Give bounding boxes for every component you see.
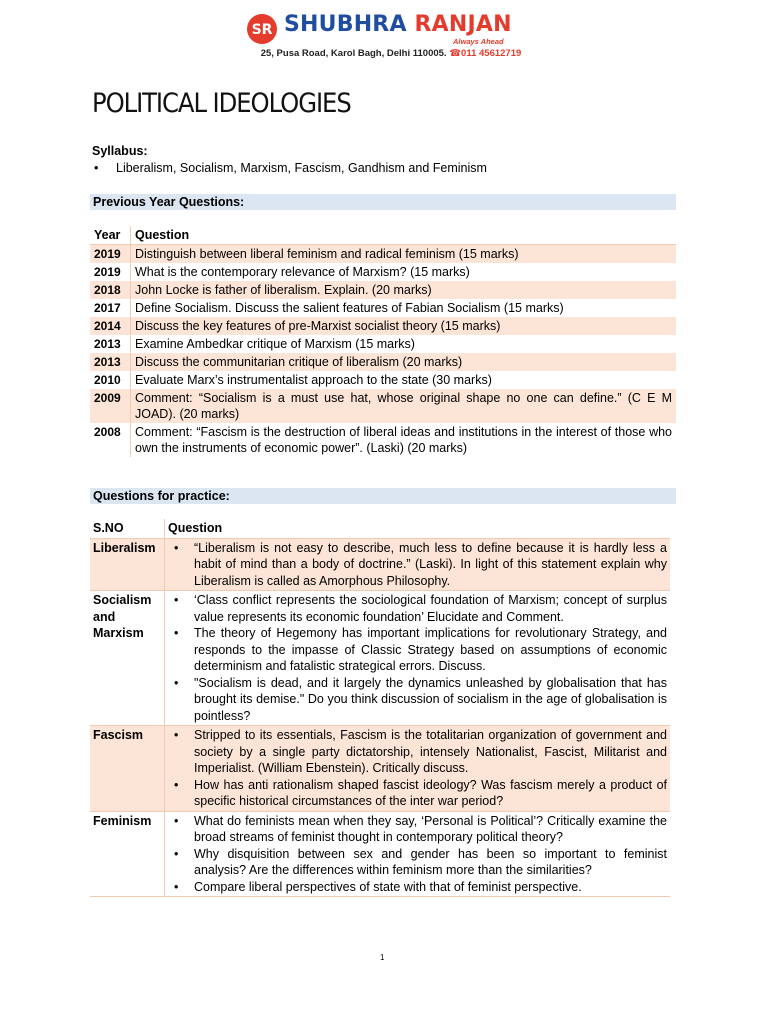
brand-part-2: RANJAN: [414, 12, 512, 37]
question-cell: Discuss the communitarian critique of liberalism (20 marks): [131, 353, 677, 371]
brand-name: [284, 12, 512, 37]
pyq-band: Previous Year Questions:: [90, 194, 676, 210]
year-cell: 2019: [90, 245, 131, 264]
questions-cell: [165, 811, 671, 897]
question-header: Question: [131, 226, 677, 245]
logo-icon: [246, 13, 278, 45]
table-row: [90, 281, 676, 299]
topic-cell: Socialism and Marxism: [90, 591, 165, 726]
practice-table: [90, 519, 670, 897]
question-cell: Comment: “Socialism is a must use hat, whose original shape no one can define.” (C E M JOAD). (20 marks): [131, 389, 677, 423]
topic-cell: Fascism: [90, 726, 165, 812]
pyq-table: [90, 226, 676, 457]
tagline: Always Ahead: [453, 37, 504, 46]
year-header: Year: [90, 226, 131, 245]
question-cell: Comment: “Fascism is the destruction of liberal ideas and institutions in the interest of those who own the instruments of economic power”. (Laski) (20 marks): [135, 425, 672, 455]
table-header-row: [90, 226, 676, 245]
page-title: POLITICAL IDEOLOGIES: [92, 88, 351, 119]
table-row: [90, 335, 676, 353]
question-list: [168, 540, 667, 590]
questions-cell: [165, 591, 671, 726]
topic-cell: Liberalism: [90, 538, 165, 591]
year-cell: 2013: [90, 335, 131, 353]
year-cell: 2008: [90, 423, 131, 457]
table-row: [90, 591, 670, 726]
year-cell: 2013: [90, 353, 131, 371]
table-row: [90, 299, 676, 317]
table-row: [90, 353, 676, 371]
list-item: • The theory of Hegemony has important implications for revolutionary Strategy, and responds to the impasse of Classic Strategy based on assumptions of economic determinism and fatalistic strategical errors. Discuss.: [168, 625, 667, 675]
list-item: • What do feminists mean when they say, ‘Personal is Political’? Critically examine the broad streams of feminist thought in contemporary political theory?: [168, 813, 667, 846]
syllabus-item: [94, 161, 487, 175]
year-cell: 2018: [90, 281, 131, 299]
year-cell: 2009: [90, 389, 131, 423]
question-cell: What is the contemporary relevance of Marxism? (15 marks): [135, 265, 470, 279]
year-cell: 2014: [90, 317, 131, 335]
syllabus-label: Syllabus:: [92, 144, 148, 158]
table-row: [90, 389, 676, 423]
question-list: [168, 813, 667, 896]
question-cell: Distinguish between liberal feminism and radical feminism (15 marks): [131, 245, 677, 264]
question-cell: Evaluate Marx’s instrumentalist approach to the state (30 marks): [135, 373, 492, 387]
year-cell: 2017: [90, 299, 131, 317]
question-cell: Examine Ambedkar critique of Marxism (15 marks): [135, 337, 415, 351]
list-item: • "Socialism is dead, and it largely the dynamics unleashed by globalisation that has brought its demise." Do you think discussion of socialism in the age of globalisation is pointless?: [168, 675, 667, 725]
table-row: [90, 317, 676, 335]
list-item: • Stripped to its essentials, Fascism is the totalitarian organization of government and society by a single party dictatorship, intensely Nationalist, Fascist, Militarist and Imperialist. (William Ebenstein). Critically discuss.: [168, 727, 667, 777]
table-row: [90, 371, 676, 389]
questions-cell: [165, 538, 671, 591]
question-list: [168, 592, 667, 724]
phone-number: ☎011 45612719: [449, 48, 522, 59]
practice-band: Questions for practice:: [90, 488, 676, 504]
list-item: • Compare liberal perspectives of state with that of feminist perspective.: [168, 879, 667, 896]
header: [246, 10, 536, 60]
table-header-row: [90, 519, 670, 538]
questions-cell: [165, 726, 671, 812]
list-item: • ‘Class conflict represents the sociological foundation of Marxism; concept of surplus value represents its economic foundation’ Elucidate and Comment.: [168, 592, 667, 625]
list-item: • How has anti rationalism shaped fascist ideology? Was fascism merely a product of specific historical circumstances of the inter war period?: [168, 777, 667, 810]
sno-header: S.NO: [90, 519, 165, 538]
svg-text:SR: SR: [251, 22, 273, 38]
list-item: • Why disquisition between sex and gender has been so important to feminist analysis? Are the differences within feminism more than the similarities?: [168, 846, 667, 879]
bullet: •: [94, 161, 99, 175]
question-list: [168, 727, 667, 810]
year-cell: 2019: [90, 263, 131, 281]
table-row: [90, 538, 670, 591]
question-cell: John Locke is father of liberalism. Explain. (20 marks): [131, 281, 677, 299]
page-number: 1: [380, 953, 385, 962]
brand-part-1: SHUBHRA: [284, 12, 415, 37]
question-header: Question: [165, 519, 671, 538]
syllabus-text: Liberalism, Socialism, Marxism, Fascism, Gandhism and Feminism: [116, 161, 487, 175]
year-cell: 2010: [90, 371, 131, 389]
table-row: [90, 263, 676, 281]
list-item: • “Liberalism is not easy to describe, much less to define because it is hardly less a habit of mind than a body of doctrine.” (Laski). In light of this statement explain why Liberalism is called as Amorphous Philosophy.: [168, 540, 667, 590]
table-row: [90, 245, 676, 264]
question-cell: Discuss the key features of pre-Marxist socialist theory (15 marks): [131, 317, 677, 335]
address-text: 25, Pusa Road, Karol Bagh, Delhi 110005.: [260, 48, 447, 59]
question-cell: Define Socialism. Discuss the salient features of Fabian Socialism (15 marks): [135, 301, 564, 315]
topic-cell: Feminism: [90, 811, 165, 897]
table-row: [90, 726, 670, 812]
address: [246, 48, 536, 59]
table-row: [90, 423, 676, 457]
table-row: [90, 811, 670, 897]
